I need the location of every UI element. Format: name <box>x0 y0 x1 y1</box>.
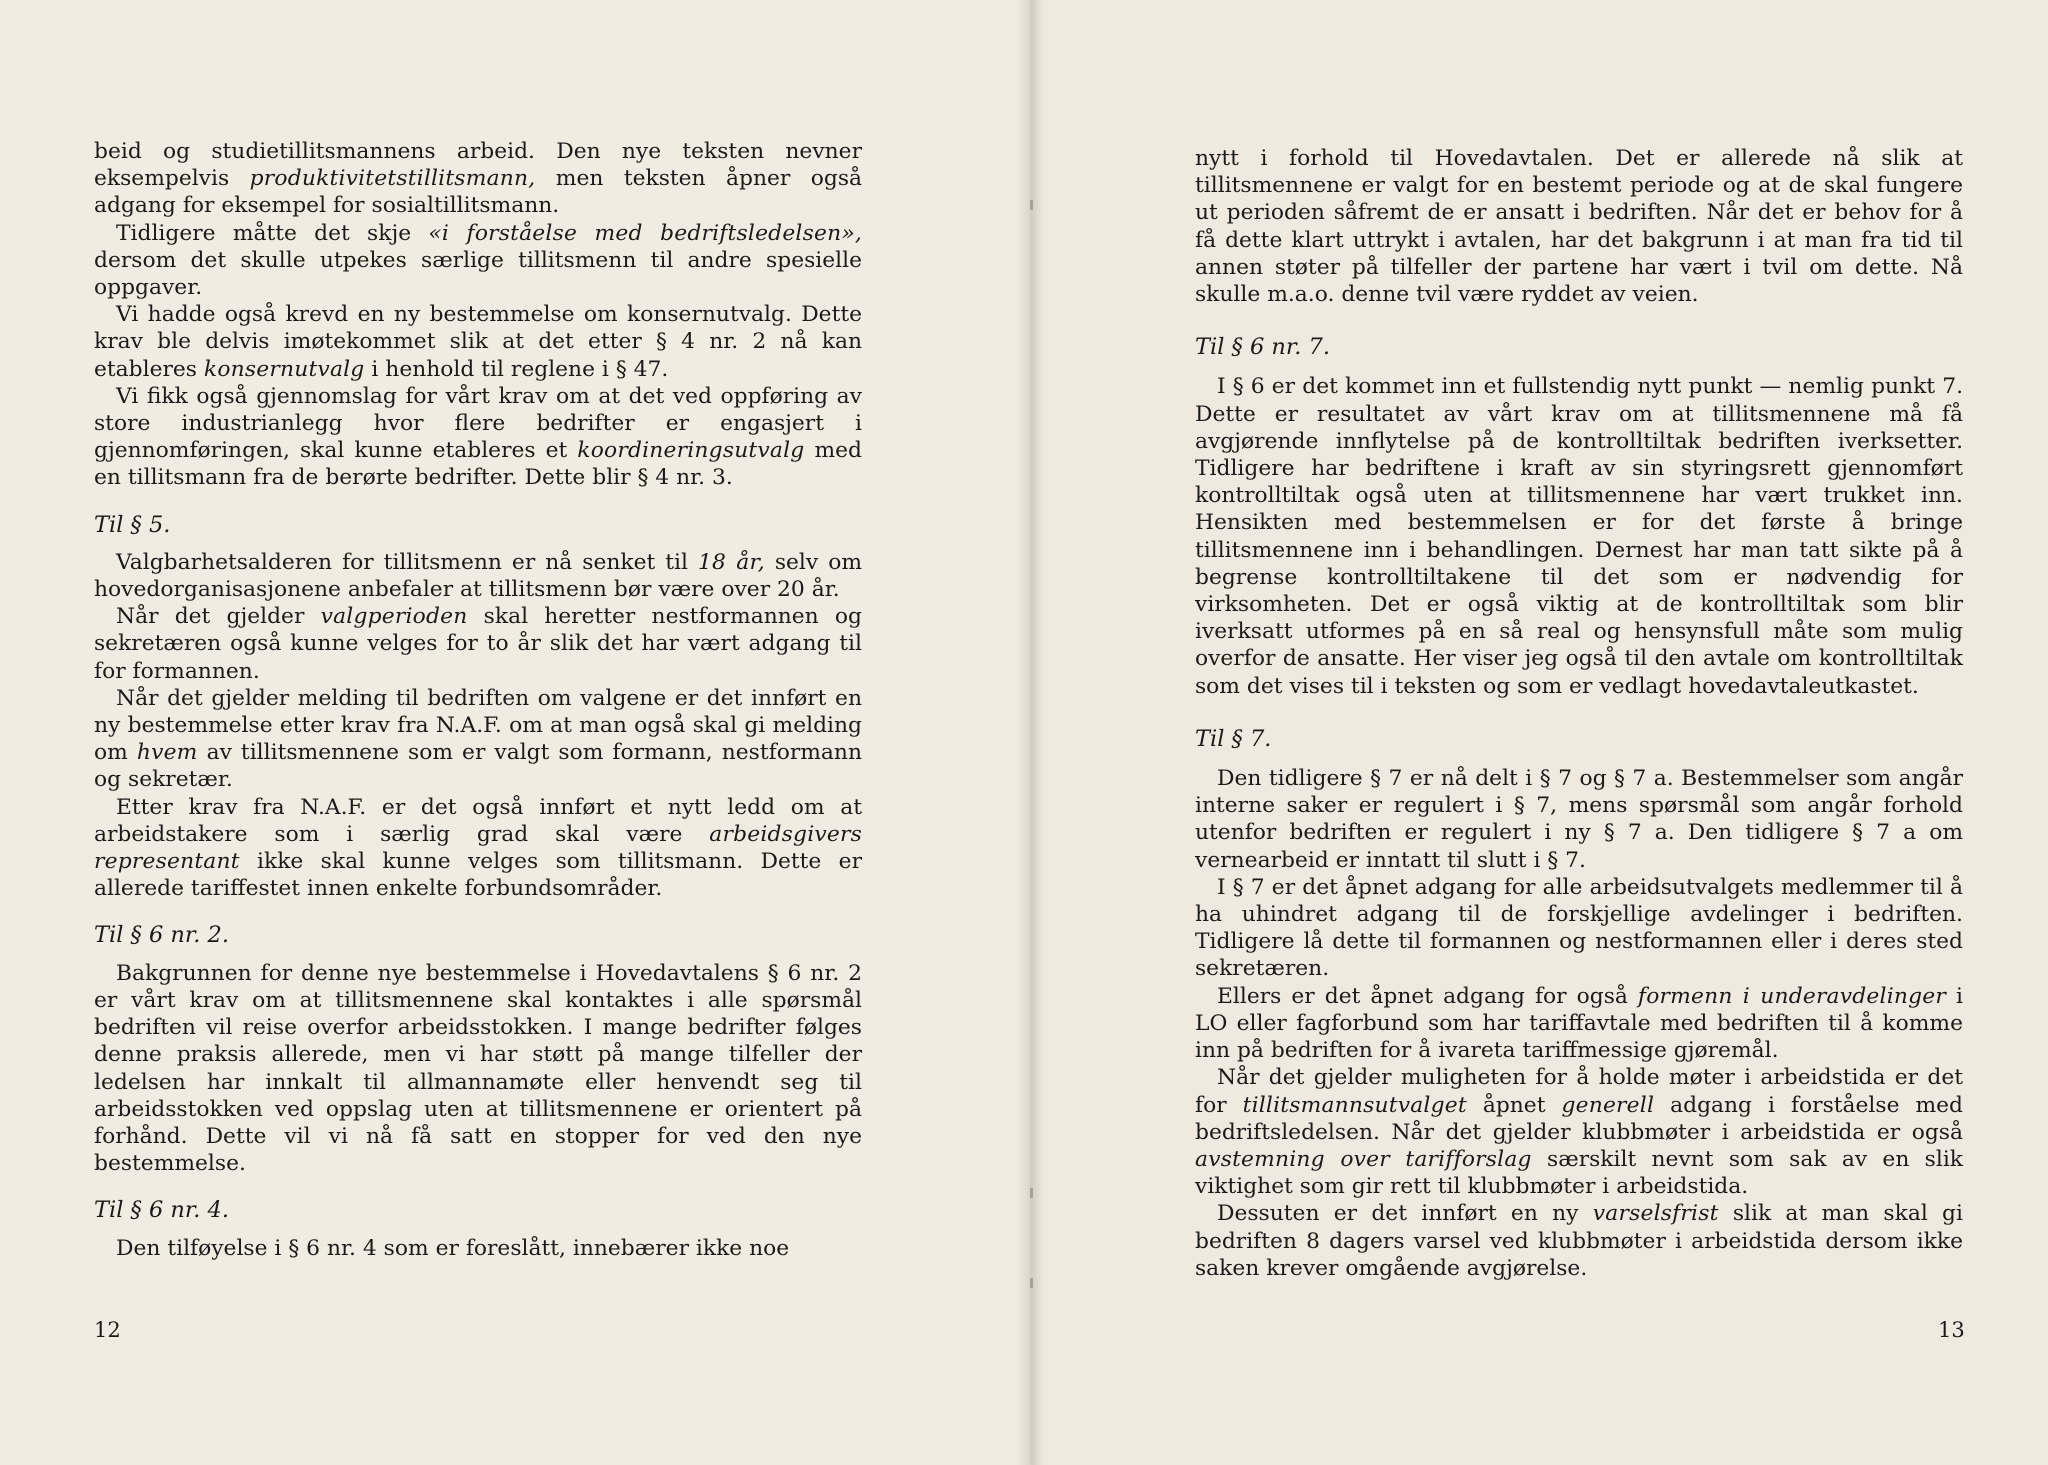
paragraph: I § 6 er det kommet inn et fullstendig nytt punkt — nemlig punkt 7. Dette er resultatet av vårt krav om at tillitsmennene må få avgjørende innflytelse på de kontrolltiltak bedriften iverksetter. Tidligere har bedriftene i kraft av sin styringsrett gjennomført kontrolltiltak også uten at tillitsmennene har vært trukket inn. Hensikten med bestemmelsen er for det første å bringe tillitsmennene inn i behandlingen. Dernest har man tatt sikte på å begrense kontrolltiltakene til det som er nødvendig for virksomheten. Det er også viktig at de kontrolltiltak som blir iverksatt utformes på en så real og hensynsfull måte som mulig overfor de ansatte. Her viser jeg også til den avtale om kontrolltiltak som det vises til i teksten og som er vedlagt hovedavtaleutkastet. <box>1195 374 1963 699</box>
book-gutter <box>1016 0 1044 1465</box>
paragraph: Dessuten er det innført en ny varselsfrist slik at man skal gi bedriften 8 dagers varsel ved klubbmøter i arbeidstida dersom ikke saken krever omgående avgjørelse. <box>1195 1201 1963 1281</box>
paragraph: Vi hadde også krevd en ny bestemmelse om konsernutvalg. Dette krav ble delvis imøtekommet slik at det etter § 4 nr. 2 nå kan etableres konsernutvalg i henhold til reglene i § 47. <box>94 302 862 382</box>
paragraph: Valgbarhetsalderen for tillitsmenn er nå senket til 18 år, selv om hovedorganisasjonene anbefaler at tillitsmenn bør være over 20 år. <box>94 549 862 603</box>
paragraph: Vi fikk også gjennomslag for vårt krav om at det ved oppføring av store industrianlegg hvor flere bedrifter er engasjert i gjennomføringen, skal kunne etableres et koordineringsutvalg med en tillitsmann fra de berørte bedrifter. Dette blir § 4 nr. 3. <box>94 383 862 491</box>
left-page-text <box>94 138 862 1262</box>
section-heading: Til § 5. <box>94 511 171 538</box>
paragraph: beid og studietillitsmannens arbeid. Den nye teksten nevner eksempelvis produktivitetstillitsmann, men teksten åpner også adgang for eksempel for sosialtillitsmann. <box>94 139 862 219</box>
paragraph: Når det gjelder muligheten for å holde møter i arbeidstida er det for tillitsmannsutvalget åpnet generell adgang i forståelse med bedriftsledelsen. Når det gjelder klubbmøter i arbeidstida er også avstemning over tarifforslag særskilt nevnt som sak av en slik viktighet som gir rett til klubbmøter i arbeidstida. <box>1195 1065 1964 1200</box>
paragraph: Når det gjelder valgperioden skal heretter nestformannen og sekretæren også kunne velges for to år slik det har vært adgang til for formannen. <box>94 604 862 684</box>
paragraph: Den tidligere § 7 er nå delt i § 7 og § 7 a. Bestemmelser som angår interne saker er regulert i § 7, mens spørsmål som angår forhold utenfor bedriften er regulert i ny § 7 a. Den tidligere § 7 a om vernearbeid er inntatt til slutt i § 7. <box>1195 766 1963 873</box>
paragraph: Den tilføyelse i § 6 nr. 4 som er foreslått, innebærer ikke noe <box>116 1235 790 1261</box>
paragraph: Ellers er det åpnet adgang for også formenn i underavdelinger i LO eller fagforbund som har tariffavtale med bedriften til å komme inn på bedriften for å ivareta tariffmessige gjøremål. <box>1195 983 1963 1064</box>
paragraph: Tidligere måtte det skje «i forståelse med bedriftsledelsen», dersom det skulle utpekes særlige tillitsmenn til andre spesielle oppgaver. <box>94 220 862 301</box>
right-page-text <box>1195 145 1963 1282</box>
page-number: 12 <box>94 1318 121 1342</box>
section-heading: Til § 6 nr. 7. <box>1195 334 1330 361</box>
section-heading: Til § 6 nr. 2. <box>94 922 229 949</box>
section-heading: Til § 7. <box>1195 725 1272 752</box>
paragraph: Bakgrunnen for denne nye bestemmelse i Hovedavtalens § 6 nr. 2 er vårt krav om at tillitsmennene skal kontaktes i alle spørsmål bedriften vil reise overfor arbeidsstokken. I mange bedrifter følges denne praksis allerede, men vi har støtt på mange tilfeller der ledelsen har innkalt til allmannamøte eller henvendt seg til arbeidsstokken ved oppslag uten at tillitsmennene er orientert på forhånd. Dette vil vi nå få satt en stopper for ved den nye bestemmelse. <box>94 960 862 1177</box>
paragraph: nytt i forhold til Hovedavtalen. Det er allerede nå slik at tillitsmennene er valgt for en bestemt periode og at de skal fungere ut perioden såfremt de er ansatt i bedriften. Når det er behov for å få dette klart uttrykt i avtalen, har det bakgrunn i at man fra tid til annen støter på tilfeller der partene har vært i tvil om dette. Nå skulle m.a.o. denne tvil være ryddet av veien. <box>1195 146 1963 308</box>
paragraph: Når det gjelder melding til bedriften om valgene er det innført en ny bestemmelse etter krav fra N.A.F. om at man også skal gi melding om hvem av tillitsmennene som er valgt som formann, nestformann og sekretær. <box>94 685 862 793</box>
binding-mark <box>1030 1278 1033 1288</box>
binding-mark <box>1030 1188 1033 1198</box>
paragraph: Etter krav fra N.A.F. er det også innført et nytt ledd om at arbeidstakere som i særlig grad skal være arbeidsgivers representant ikke skal kunne velges som tillitsmann. Dette er allerede tariffestet innen enkelte forbundsområder. <box>94 794 862 902</box>
section-heading: Til § 6 nr. 4. <box>94 1197 229 1224</box>
binding-mark <box>1030 200 1033 210</box>
paragraph: I § 7 er det åpnet adgang for alle arbeidsutvalgets medlemmer til å ha uhindret adgang til de forskjellige avdelinger i bedriften. Tidligere lå dette til formannen og nestformannen eller i deres sted sekretæren. <box>1195 874 1963 982</box>
right-page <box>1030 0 2048 1465</box>
page-number: 13 <box>1938 1318 1965 1342</box>
